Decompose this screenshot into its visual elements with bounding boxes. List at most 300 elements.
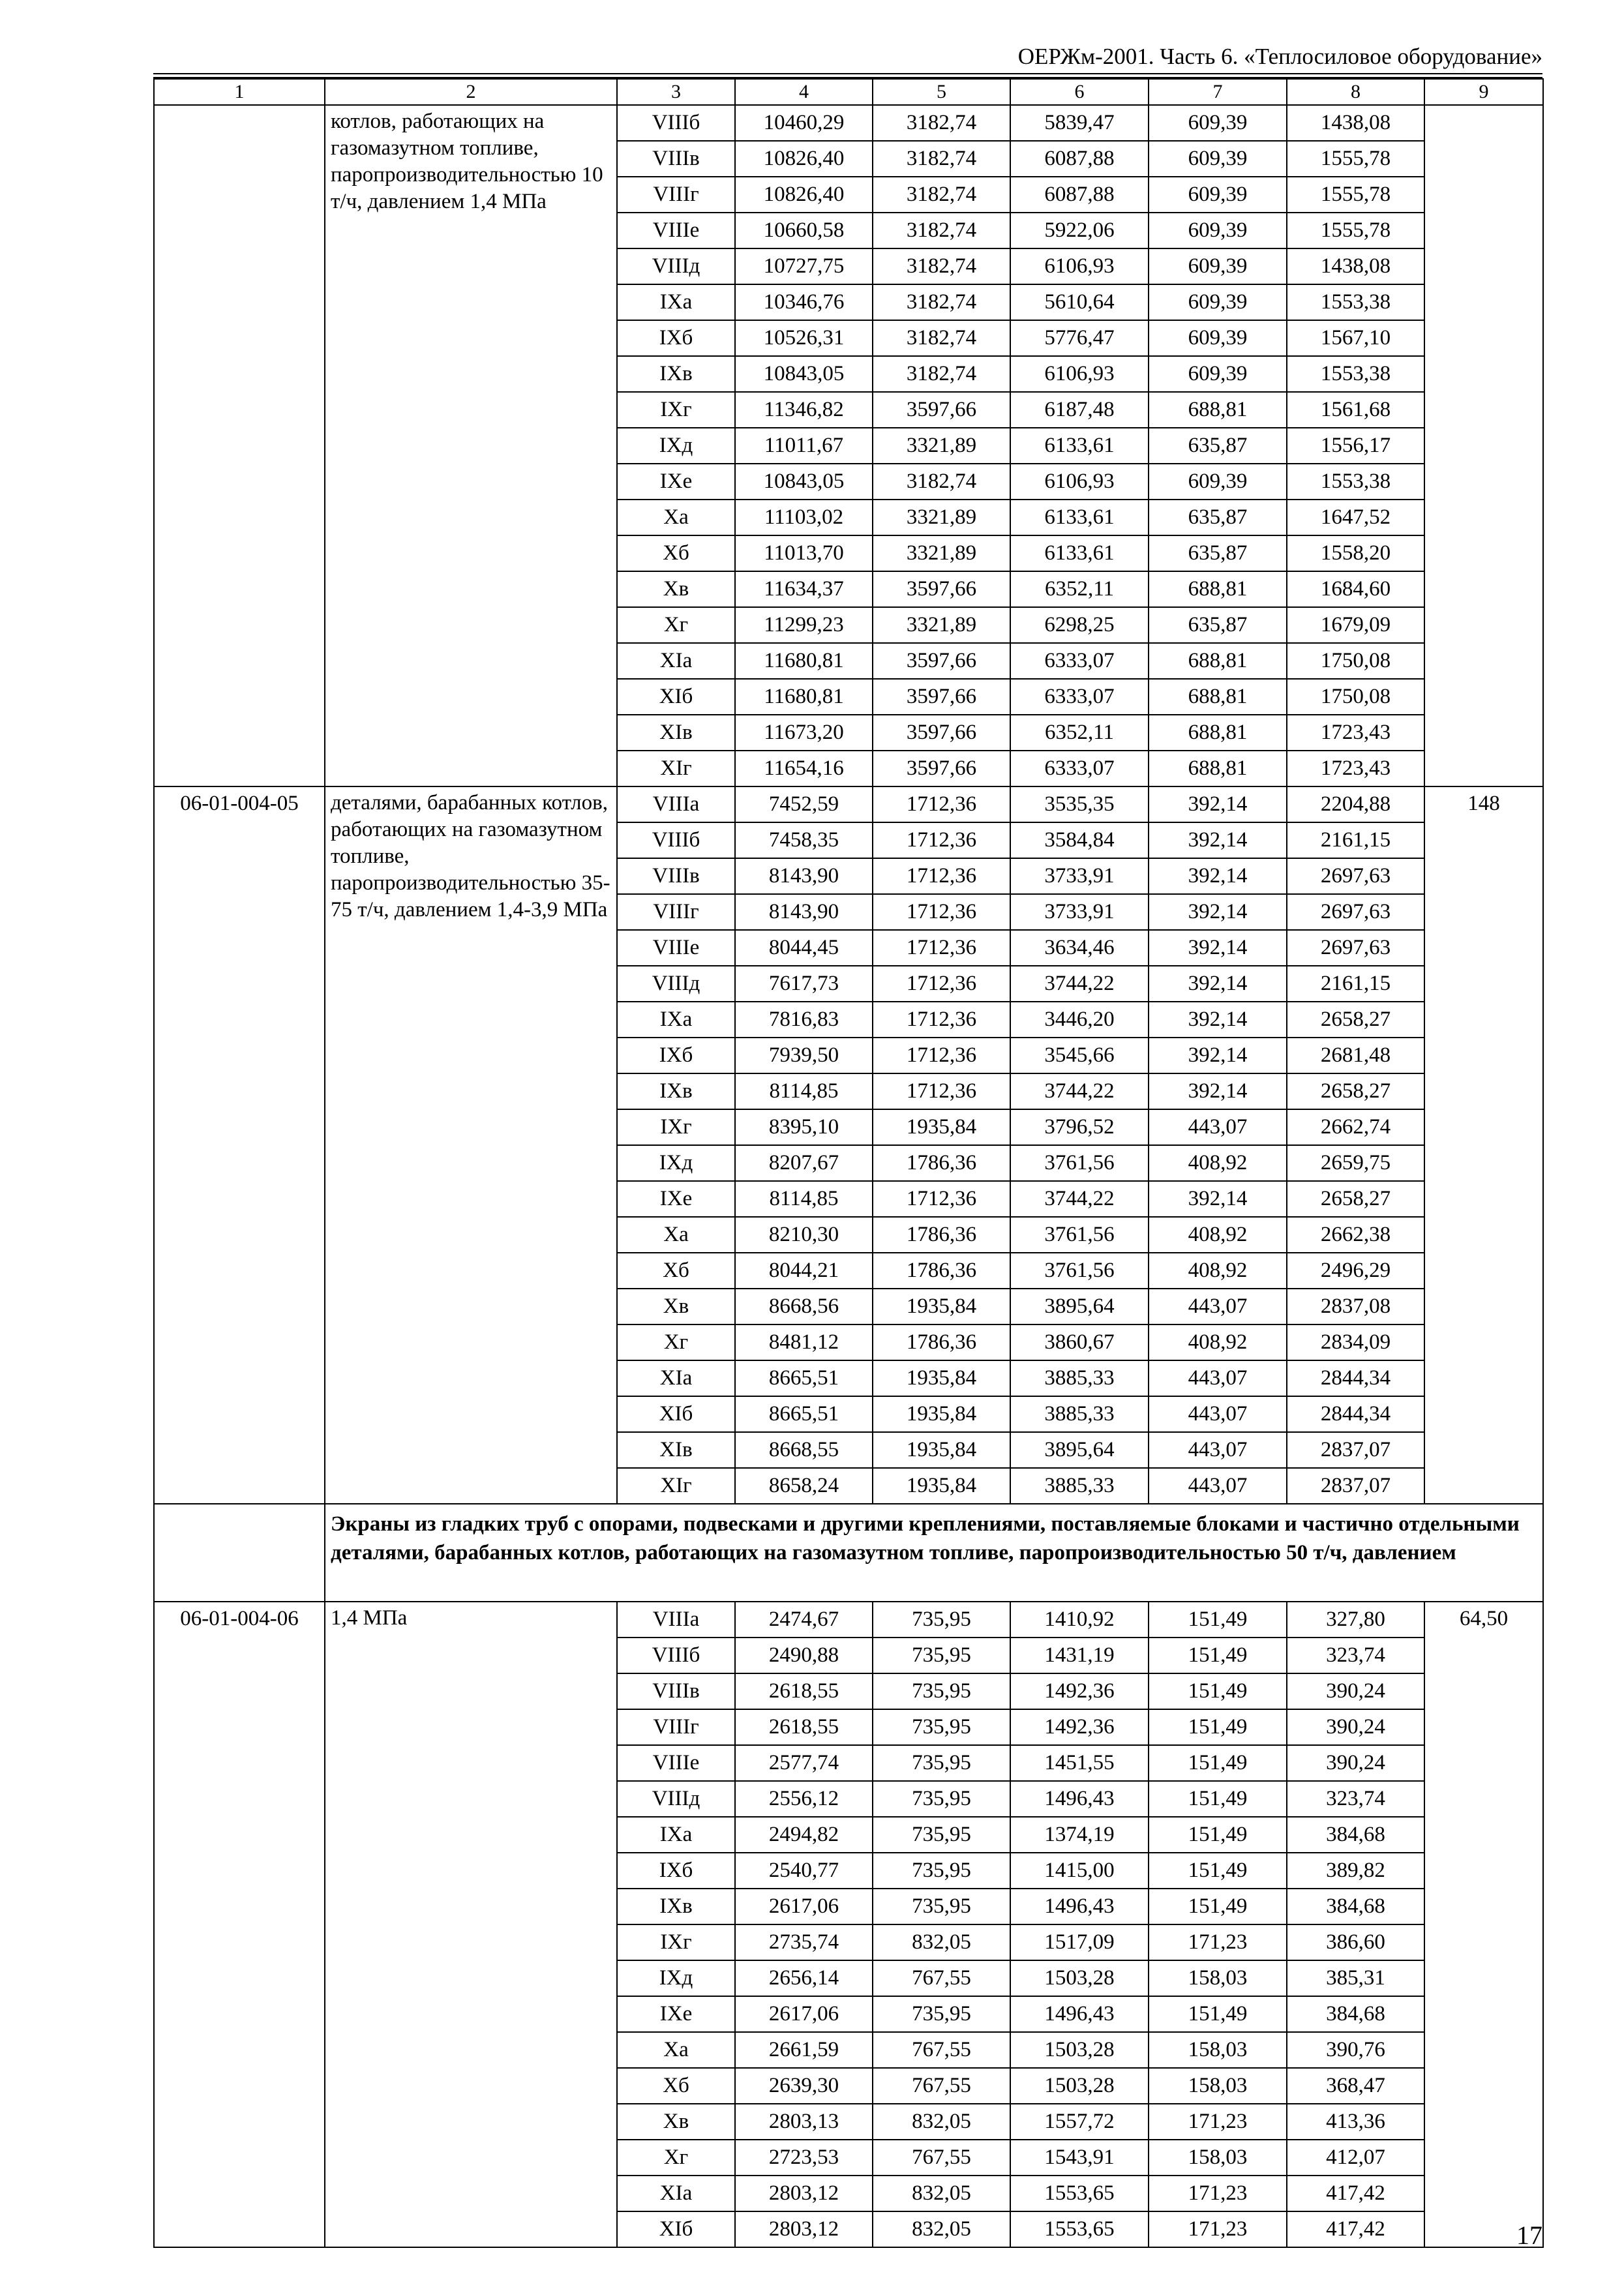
material-cost: 1558,20 bbox=[1287, 535, 1424, 571]
material-cost: 2662,74 bbox=[1287, 1109, 1424, 1145]
labor-cost: 3182,74 bbox=[873, 177, 1010, 213]
total-cost: 10727,75 bbox=[735, 248, 873, 284]
labor-cost: 3182,74 bbox=[873, 213, 1010, 248]
total-cost: 8658,24 bbox=[735, 1468, 873, 1504]
region-code: VIIIг bbox=[617, 894, 735, 930]
machinist-wage: 151,49 bbox=[1149, 1638, 1287, 1673]
labor-cost: 832,05 bbox=[873, 2211, 1010, 2247]
material-cost: 412,07 bbox=[1287, 2140, 1424, 2176]
machinist-wage: 392,14 bbox=[1149, 822, 1287, 858]
machinist-wage: 443,07 bbox=[1149, 1396, 1287, 1432]
labor-cost: 3597,66 bbox=[873, 679, 1010, 715]
region-code: VIIIа bbox=[617, 786, 735, 822]
labor-cost: 3321,89 bbox=[873, 607, 1010, 643]
total-cost: 11346,82 bbox=[735, 392, 873, 428]
machine-cost: 6333,07 bbox=[1010, 679, 1149, 715]
machinist-wage: 158,03 bbox=[1149, 1960, 1287, 1996]
labor-cost: 3182,74 bbox=[873, 284, 1010, 320]
region-code: Xг bbox=[617, 2140, 735, 2176]
machine-cost: 1496,43 bbox=[1010, 1996, 1149, 2032]
machine-cost: 3885,33 bbox=[1010, 1468, 1149, 1504]
region-code: VIIIд bbox=[617, 1781, 735, 1817]
region-code: VIIIб bbox=[617, 105, 735, 141]
labor-cost: 3321,89 bbox=[873, 428, 1010, 464]
machinist-wage: 158,03 bbox=[1149, 2140, 1287, 2176]
column-number: 9 bbox=[1424, 79, 1543, 105]
machinist-wage: 688,81 bbox=[1149, 643, 1287, 679]
item-code: 06-01-004-05 bbox=[154, 786, 325, 1504]
column-number: 1 bbox=[154, 79, 325, 105]
equipment-mass: 148 bbox=[1424, 786, 1543, 1504]
total-cost: 8395,10 bbox=[735, 1109, 873, 1145]
machine-cost: 6133,61 bbox=[1010, 500, 1149, 535]
region-code: VIIIд bbox=[617, 966, 735, 1002]
labor-cost: 3182,74 bbox=[873, 320, 1010, 356]
machinist-wage: 392,14 bbox=[1149, 930, 1287, 966]
labor-cost: 767,55 bbox=[873, 1960, 1010, 1996]
region-code: Xб bbox=[617, 1253, 735, 1289]
labor-cost: 3321,89 bbox=[873, 535, 1010, 571]
machinist-wage: 151,49 bbox=[1149, 1709, 1287, 1745]
labor-cost: 3597,66 bbox=[873, 715, 1010, 751]
labor-cost: 1712,36 bbox=[873, 1181, 1010, 1217]
machinist-wage: 609,39 bbox=[1149, 248, 1287, 284]
machine-cost: 6087,88 bbox=[1010, 141, 1149, 177]
machinist-wage: 635,87 bbox=[1149, 428, 1287, 464]
machinist-wage: 408,92 bbox=[1149, 1145, 1287, 1181]
material-cost: 2844,34 bbox=[1287, 1396, 1424, 1432]
total-cost: 11680,81 bbox=[735, 679, 873, 715]
material-cost: 2697,63 bbox=[1287, 930, 1424, 966]
total-cost: 2490,88 bbox=[735, 1638, 873, 1673]
machinist-wage: 443,07 bbox=[1149, 1360, 1287, 1396]
machinist-wage: 688,81 bbox=[1149, 392, 1287, 428]
total-cost: 2474,67 bbox=[735, 1602, 873, 1638]
total-cost: 8143,90 bbox=[735, 858, 873, 894]
material-cost: 384,68 bbox=[1287, 1817, 1424, 1853]
material-cost: 2161,15 bbox=[1287, 966, 1424, 1002]
machine-cost: 5610,64 bbox=[1010, 284, 1149, 320]
material-cost: 1555,78 bbox=[1287, 177, 1424, 213]
material-cost: 1553,38 bbox=[1287, 464, 1424, 500]
region-code: Xв bbox=[617, 571, 735, 607]
machine-cost: 1431,19 bbox=[1010, 1638, 1149, 1673]
machine-cost: 3796,52 bbox=[1010, 1109, 1149, 1145]
region-code: XIб bbox=[617, 1396, 735, 1432]
region-code: VIIIд bbox=[617, 248, 735, 284]
labor-cost: 735,95 bbox=[873, 1638, 1010, 1673]
material-cost: 1647,52 bbox=[1287, 500, 1424, 535]
material-cost: 1750,08 bbox=[1287, 643, 1424, 679]
total-cost: 7452,59 bbox=[735, 786, 873, 822]
total-cost: 11011,67 bbox=[735, 428, 873, 464]
labor-cost: 735,95 bbox=[873, 1745, 1010, 1781]
machine-cost: 3744,22 bbox=[1010, 1181, 1149, 1217]
region-code: VIIIв bbox=[617, 858, 735, 894]
section-heading-blank bbox=[154, 1504, 325, 1602]
labor-cost: 1712,36 bbox=[873, 930, 1010, 966]
region-code: IXв bbox=[617, 1889, 735, 1924]
machinist-wage: 151,49 bbox=[1149, 1745, 1287, 1781]
labor-cost: 767,55 bbox=[873, 2068, 1010, 2104]
table-row bbox=[154, 786, 1543, 822]
machine-cost: 6106,93 bbox=[1010, 464, 1149, 500]
total-cost: 11654,16 bbox=[735, 751, 873, 786]
material-cost: 1438,08 bbox=[1287, 105, 1424, 141]
column-number: 3 bbox=[617, 79, 735, 105]
region-code: IXв bbox=[617, 356, 735, 392]
region-code: Xа bbox=[617, 500, 735, 535]
machinist-wage: 609,39 bbox=[1149, 284, 1287, 320]
machine-cost: 3761,56 bbox=[1010, 1145, 1149, 1181]
labor-cost: 1712,36 bbox=[873, 858, 1010, 894]
machine-cost: 1543,91 bbox=[1010, 2140, 1149, 2176]
table-row bbox=[154, 1602, 1543, 1638]
machinist-wage: 609,39 bbox=[1149, 464, 1287, 500]
machinist-wage: 635,87 bbox=[1149, 535, 1287, 571]
labor-cost: 3182,74 bbox=[873, 141, 1010, 177]
column-number: 6 bbox=[1010, 79, 1149, 105]
labor-cost: 1786,36 bbox=[873, 1145, 1010, 1181]
machinist-wage: 443,07 bbox=[1149, 1109, 1287, 1145]
labor-cost: 1712,36 bbox=[873, 894, 1010, 930]
region-code: VIIIг bbox=[617, 1709, 735, 1745]
material-cost: 390,24 bbox=[1287, 1745, 1424, 1781]
price-table bbox=[153, 78, 1544, 2248]
machine-cost: 6133,61 bbox=[1010, 428, 1149, 464]
labor-cost: 1935,84 bbox=[873, 1396, 1010, 1432]
labor-cost: 1712,36 bbox=[873, 1073, 1010, 1109]
machinist-wage: 408,92 bbox=[1149, 1324, 1287, 1360]
column-number-row bbox=[154, 79, 1543, 105]
labor-cost: 3321,89 bbox=[873, 500, 1010, 535]
total-cost: 10526,31 bbox=[735, 320, 873, 356]
total-cost: 2540,77 bbox=[735, 1853, 873, 1889]
material-cost: 413,36 bbox=[1287, 2104, 1424, 2140]
labor-cost: 767,55 bbox=[873, 2032, 1010, 2068]
machine-cost: 3895,64 bbox=[1010, 1289, 1149, 1324]
total-cost: 8143,90 bbox=[735, 894, 873, 930]
region-code: IXд bbox=[617, 1960, 735, 1996]
machinist-wage: 635,87 bbox=[1149, 607, 1287, 643]
machine-cost: 1517,09 bbox=[1010, 1924, 1149, 1960]
material-cost: 1750,08 bbox=[1287, 679, 1424, 715]
machine-cost: 3733,91 bbox=[1010, 858, 1149, 894]
machinist-wage: 171,23 bbox=[1149, 2211, 1287, 2247]
machine-cost: 5922,06 bbox=[1010, 213, 1149, 248]
machinist-wage: 443,07 bbox=[1149, 1468, 1287, 1504]
machinist-wage: 392,14 bbox=[1149, 1038, 1287, 1073]
region-code: IXд bbox=[617, 1145, 735, 1181]
material-cost: 2697,63 bbox=[1287, 894, 1424, 930]
machinist-wage: 443,07 bbox=[1149, 1289, 1287, 1324]
region-code: IXг bbox=[617, 392, 735, 428]
machine-cost: 3885,33 bbox=[1010, 1396, 1149, 1432]
labor-cost: 735,95 bbox=[873, 1853, 1010, 1889]
material-cost: 1555,78 bbox=[1287, 141, 1424, 177]
machinist-wage: 408,92 bbox=[1149, 1217, 1287, 1253]
labor-cost: 735,95 bbox=[873, 1996, 1010, 2032]
material-cost: 1553,38 bbox=[1287, 284, 1424, 320]
labor-cost: 832,05 bbox=[873, 2104, 1010, 2140]
region-code: Xг bbox=[617, 607, 735, 643]
total-cost: 11013,70 bbox=[735, 535, 873, 571]
machinist-wage: 392,14 bbox=[1149, 1181, 1287, 1217]
column-number: 4 bbox=[735, 79, 873, 105]
machinist-wage: 151,49 bbox=[1149, 1781, 1287, 1817]
machinist-wage: 609,39 bbox=[1149, 356, 1287, 392]
material-cost: 389,82 bbox=[1287, 1853, 1424, 1889]
machinist-wage: 688,81 bbox=[1149, 571, 1287, 607]
region-code: VIIIа bbox=[617, 1602, 735, 1638]
material-cost: 2834,09 bbox=[1287, 1324, 1424, 1360]
machinist-wage: 408,92 bbox=[1149, 1253, 1287, 1289]
labor-cost: 3597,66 bbox=[873, 571, 1010, 607]
machinist-wage: 688,81 bbox=[1149, 751, 1287, 786]
machine-cost: 5839,47 bbox=[1010, 105, 1149, 141]
item-description: деталями, барабанных котлов, работающих на газомазутном топливе, паропроизводительностью 35-75 т/ч, давлением 1,4-3,9 МПа bbox=[325, 786, 617, 1504]
total-cost: 2656,14 bbox=[735, 1960, 873, 1996]
region-code: Xв bbox=[617, 2104, 735, 2140]
labor-cost: 1712,36 bbox=[873, 786, 1010, 822]
machine-cost: 3885,33 bbox=[1010, 1360, 1149, 1396]
total-cost: 2803,13 bbox=[735, 2104, 873, 2140]
total-cost: 2617,06 bbox=[735, 1889, 873, 1924]
machine-cost: 5776,47 bbox=[1010, 320, 1149, 356]
machinist-wage: 151,49 bbox=[1149, 1673, 1287, 1709]
table-row bbox=[154, 105, 1543, 141]
labor-cost: 3597,66 bbox=[873, 643, 1010, 679]
labor-cost: 1786,36 bbox=[873, 1253, 1010, 1289]
machinist-wage: 392,14 bbox=[1149, 1002, 1287, 1038]
region-code: Xг bbox=[617, 1324, 735, 1360]
machine-cost: 1496,43 bbox=[1010, 1781, 1149, 1817]
material-cost: 327,80 bbox=[1287, 1602, 1424, 1638]
column-number: 2 bbox=[325, 79, 617, 105]
region-code: IXв bbox=[617, 1073, 735, 1109]
region-code: IXб bbox=[617, 320, 735, 356]
labor-cost: 1935,84 bbox=[873, 1432, 1010, 1468]
machinist-wage: 151,49 bbox=[1149, 1996, 1287, 2032]
section-heading-row bbox=[154, 1504, 1543, 1602]
machine-cost: 1374,19 bbox=[1010, 1817, 1149, 1853]
material-cost: 2837,07 bbox=[1287, 1432, 1424, 1468]
region-code: IXе bbox=[617, 1996, 735, 2032]
column-number: 7 bbox=[1149, 79, 1287, 105]
region-code: Xб bbox=[617, 2068, 735, 2104]
region-code: IXд bbox=[617, 428, 735, 464]
region-code: XIа bbox=[617, 2176, 735, 2211]
machine-cost: 1557,72 bbox=[1010, 2104, 1149, 2140]
machine-cost: 3634,46 bbox=[1010, 930, 1149, 966]
machinist-wage: 151,49 bbox=[1149, 1853, 1287, 1889]
material-cost: 323,74 bbox=[1287, 1638, 1424, 1673]
region-code: Xб bbox=[617, 535, 735, 571]
total-cost: 8207,67 bbox=[735, 1145, 873, 1181]
item-code bbox=[154, 105, 325, 786]
total-cost: 11634,37 bbox=[735, 571, 873, 607]
machinist-wage: 392,14 bbox=[1149, 894, 1287, 930]
equipment-mass: 64,50 bbox=[1424, 1602, 1543, 2247]
section-heading: Экраны из гладких труб с опорами, подвесками и другими креплениями, поставляемые блоками и частично отдельными деталями, барабанных котлов, работающих на газомазутном топливе, паропроизводительностью 50 т/ч, давлением bbox=[325, 1504, 1543, 1602]
machine-cost: 6352,11 bbox=[1010, 715, 1149, 751]
machine-cost: 3446,20 bbox=[1010, 1002, 1149, 1038]
region-code: VIIIв bbox=[617, 141, 735, 177]
material-cost: 1679,09 bbox=[1287, 607, 1424, 643]
region-code: VIIIг bbox=[617, 177, 735, 213]
material-cost: 1561,68 bbox=[1287, 392, 1424, 428]
total-cost: 8114,85 bbox=[735, 1181, 873, 1217]
labor-cost: 3182,74 bbox=[873, 248, 1010, 284]
material-cost: 384,68 bbox=[1287, 1996, 1424, 2032]
total-cost: 8665,51 bbox=[735, 1360, 873, 1396]
total-cost: 2618,55 bbox=[735, 1673, 873, 1709]
labor-cost: 1786,36 bbox=[873, 1324, 1010, 1360]
machinist-wage: 688,81 bbox=[1149, 715, 1287, 751]
machine-cost: 3744,22 bbox=[1010, 966, 1149, 1002]
machinist-wage: 151,49 bbox=[1149, 1889, 1287, 1924]
labor-cost: 1786,36 bbox=[873, 1217, 1010, 1253]
total-cost: 2723,53 bbox=[735, 2140, 873, 2176]
machine-cost: 3545,66 bbox=[1010, 1038, 1149, 1073]
machinist-wage: 443,07 bbox=[1149, 1432, 1287, 1468]
total-cost: 10826,40 bbox=[735, 177, 873, 213]
material-cost: 2658,27 bbox=[1287, 1073, 1424, 1109]
machine-cost: 3584,84 bbox=[1010, 822, 1149, 858]
total-cost: 8210,30 bbox=[735, 1217, 873, 1253]
material-cost: 2837,08 bbox=[1287, 1289, 1424, 1324]
total-cost: 8481,12 bbox=[735, 1324, 873, 1360]
material-cost: 417,42 bbox=[1287, 2176, 1424, 2211]
labor-cost: 1935,84 bbox=[873, 1468, 1010, 1504]
machine-cost: 6106,93 bbox=[1010, 248, 1149, 284]
total-cost: 10660,58 bbox=[735, 213, 873, 248]
running-header bbox=[153, 40, 1542, 73]
labor-cost: 767,55 bbox=[873, 2140, 1010, 2176]
total-cost: 7617,73 bbox=[735, 966, 873, 1002]
machine-cost: 6298,25 bbox=[1010, 607, 1149, 643]
machinist-wage: 151,49 bbox=[1149, 1817, 1287, 1853]
total-cost: 2494,82 bbox=[735, 1817, 873, 1853]
machine-cost: 1503,28 bbox=[1010, 2032, 1149, 2068]
region-code: VIIIб bbox=[617, 822, 735, 858]
labor-cost: 1712,36 bbox=[873, 822, 1010, 858]
region-code: Xа bbox=[617, 1217, 735, 1253]
material-cost: 323,74 bbox=[1287, 1781, 1424, 1817]
item-description: 1,4 МПа bbox=[325, 1602, 617, 2247]
machinist-wage: 609,39 bbox=[1149, 141, 1287, 177]
material-cost: 2697,63 bbox=[1287, 858, 1424, 894]
machine-cost: 6087,88 bbox=[1010, 177, 1149, 213]
machine-cost: 3744,22 bbox=[1010, 1073, 1149, 1109]
total-cost: 8665,51 bbox=[735, 1396, 873, 1432]
total-cost: 10826,40 bbox=[735, 141, 873, 177]
machinist-wage: 171,23 bbox=[1149, 2104, 1287, 2140]
material-cost: 1438,08 bbox=[1287, 248, 1424, 284]
labor-cost: 1935,84 bbox=[873, 1109, 1010, 1145]
machine-cost: 1503,28 bbox=[1010, 1960, 1149, 1996]
material-cost: 1553,38 bbox=[1287, 356, 1424, 392]
labor-cost: 3182,74 bbox=[873, 464, 1010, 500]
total-cost: 10843,05 bbox=[735, 464, 873, 500]
total-cost: 7939,50 bbox=[735, 1038, 873, 1073]
total-cost: 8044,21 bbox=[735, 1253, 873, 1289]
machine-cost: 3535,35 bbox=[1010, 786, 1149, 822]
region-code: IXе bbox=[617, 1181, 735, 1217]
total-cost: 7458,35 bbox=[735, 822, 873, 858]
material-cost: 2662,38 bbox=[1287, 1217, 1424, 1253]
material-cost: 2658,27 bbox=[1287, 1181, 1424, 1217]
material-cost: 1555,78 bbox=[1287, 213, 1424, 248]
machine-cost: 1492,36 bbox=[1010, 1673, 1149, 1709]
total-cost: 2661,59 bbox=[735, 2032, 873, 2068]
machinist-wage: 151,49 bbox=[1149, 1602, 1287, 1638]
region-code: IXа bbox=[617, 1002, 735, 1038]
machine-cost: 6333,07 bbox=[1010, 751, 1149, 786]
total-cost: 11673,20 bbox=[735, 715, 873, 751]
material-cost: 368,47 bbox=[1287, 2068, 1424, 2104]
region-code: XIб bbox=[617, 2211, 735, 2247]
total-cost: 8668,55 bbox=[735, 1432, 873, 1468]
labor-cost: 3597,66 bbox=[873, 751, 1010, 786]
labor-cost: 1935,84 bbox=[873, 1289, 1010, 1324]
total-cost: 11103,02 bbox=[735, 500, 873, 535]
total-cost: 2803,12 bbox=[735, 2176, 873, 2211]
machinist-wage: 392,14 bbox=[1149, 966, 1287, 1002]
machinist-wage: 609,39 bbox=[1149, 213, 1287, 248]
region-code: IXе bbox=[617, 464, 735, 500]
machinist-wage: 609,39 bbox=[1149, 105, 1287, 141]
machinist-wage: 392,14 bbox=[1149, 858, 1287, 894]
region-code: XIа bbox=[617, 1360, 735, 1396]
machine-cost: 1553,65 bbox=[1010, 2176, 1149, 2211]
region-code: XIб bbox=[617, 679, 735, 715]
machine-cost: 6352,11 bbox=[1010, 571, 1149, 607]
region-code: IXг bbox=[617, 1109, 735, 1145]
material-cost: 2658,27 bbox=[1287, 1002, 1424, 1038]
item-code: 06-01-004-06 bbox=[154, 1602, 325, 2247]
labor-cost: 735,95 bbox=[873, 1817, 1010, 1853]
region-code: VIIIв bbox=[617, 1673, 735, 1709]
material-cost: 386,60 bbox=[1287, 1924, 1424, 1960]
material-cost: 390,76 bbox=[1287, 2032, 1424, 2068]
machine-cost: 1410,92 bbox=[1010, 1602, 1149, 1638]
machine-cost: 3761,56 bbox=[1010, 1253, 1149, 1289]
machinist-wage: 392,14 bbox=[1149, 1073, 1287, 1109]
machine-cost: 1496,43 bbox=[1010, 1889, 1149, 1924]
labor-cost: 1935,84 bbox=[873, 1360, 1010, 1396]
machine-cost: 1503,28 bbox=[1010, 2068, 1149, 2104]
region-code: XIг bbox=[617, 751, 735, 786]
total-cost: 10346,76 bbox=[735, 284, 873, 320]
total-cost: 2617,06 bbox=[735, 1996, 873, 2032]
machinist-wage: 609,39 bbox=[1149, 177, 1287, 213]
region-code: VIIIе bbox=[617, 213, 735, 248]
material-cost: 2681,48 bbox=[1287, 1038, 1424, 1073]
total-cost: 11680,81 bbox=[735, 643, 873, 679]
material-cost: 2844,34 bbox=[1287, 1360, 1424, 1396]
region-code: XIв bbox=[617, 1432, 735, 1468]
total-cost: 2577,74 bbox=[735, 1745, 873, 1781]
region-code: XIа bbox=[617, 643, 735, 679]
region-code: Xа bbox=[617, 2032, 735, 2068]
material-cost: 390,24 bbox=[1287, 1709, 1424, 1745]
material-cost: 2204,88 bbox=[1287, 786, 1424, 822]
region-code: Xв bbox=[617, 1289, 735, 1324]
total-cost: 8044,45 bbox=[735, 930, 873, 966]
machine-cost: 6333,07 bbox=[1010, 643, 1149, 679]
machine-cost: 1492,36 bbox=[1010, 1709, 1149, 1745]
